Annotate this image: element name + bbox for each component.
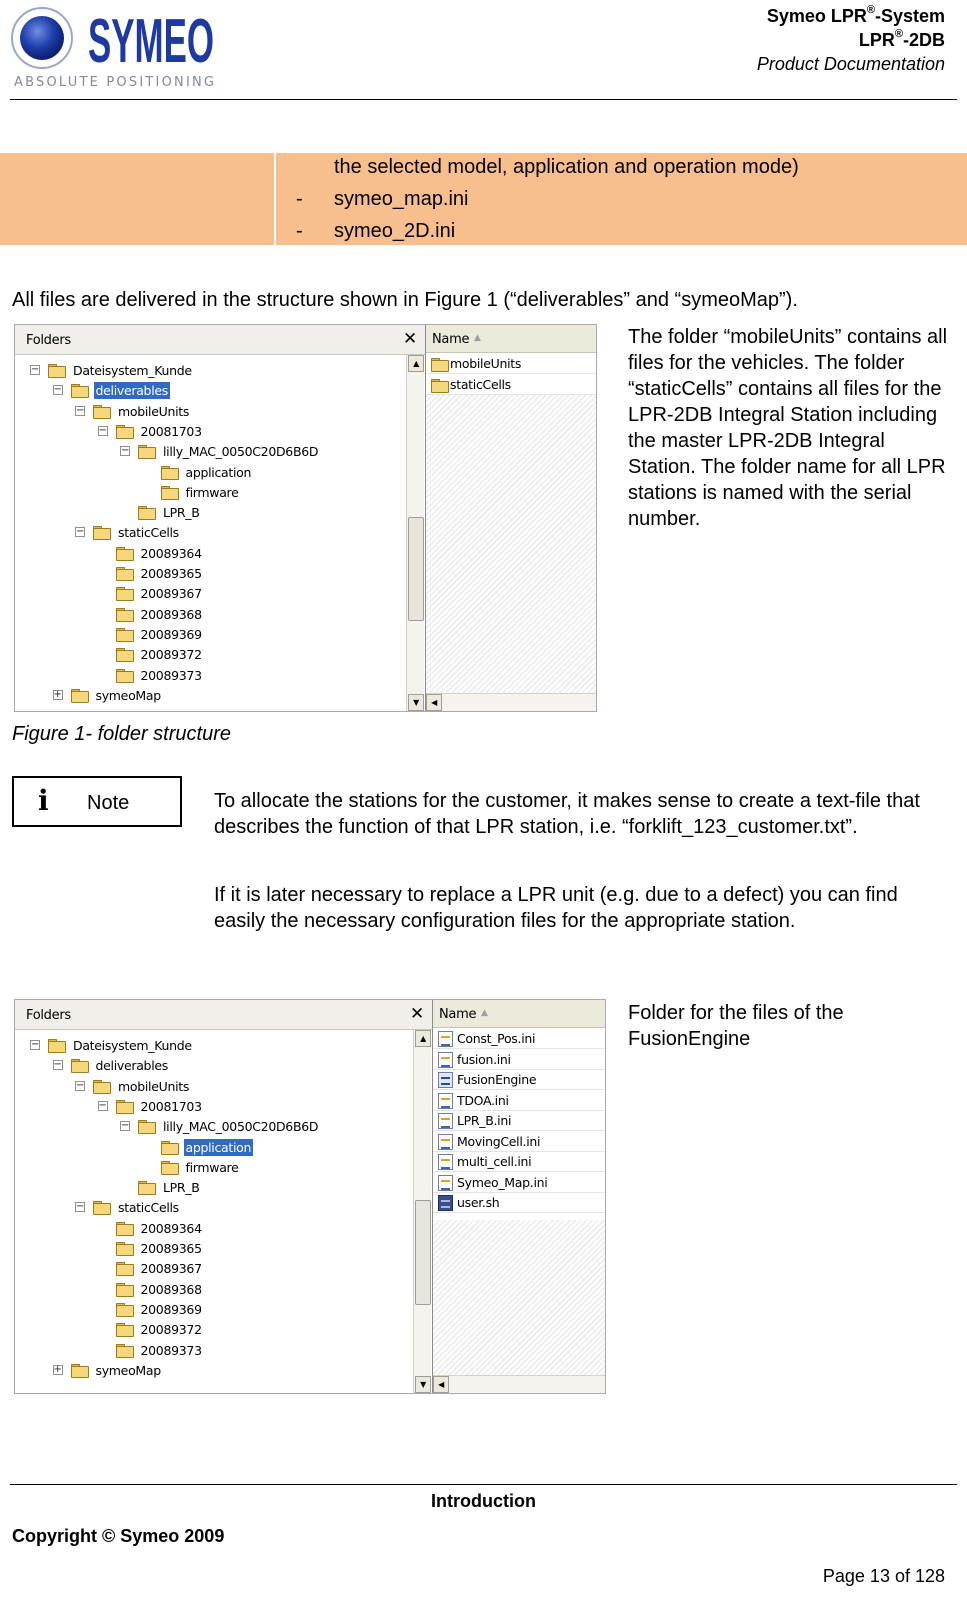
tree-item-label: 20089364 [140,1220,202,1236]
file-row[interactable] [433,1152,605,1172]
note-box [12,776,182,827]
scroll-thumb[interactable] [408,517,424,621]
config-table [0,153,967,245]
script-file-icon [438,1195,453,1211]
ini-file-icon [438,1031,453,1047]
tree-item-label: firmware [185,1159,239,1175]
folder-icon [71,1364,88,1376]
name-column-header[interactable] [426,325,596,353]
tree-item[interactable] [15,686,395,706]
note-label: Note [87,792,130,814]
folder-icon [48,364,65,376]
product-line2-suffix: -2DB [902,30,945,50]
folder-icon [138,1181,155,1193]
file-name: LPR_B.ini [457,1113,512,1128]
folder-icon [116,1283,133,1295]
ini-file-icon [438,1134,453,1150]
table-item: symeo_map.ini [334,188,469,210]
tree-item[interactable] [15,483,395,503]
folder-icon [93,1201,110,1213]
scroll-left-icon[interactable]: ◀ [433,1376,449,1393]
product-line2: LPR [858,30,895,50]
folder-icon [138,506,155,518]
folder-icon [116,608,133,620]
tree-item[interactable] [15,1158,395,1178]
file-name: staticCells [450,376,511,392]
folder-icon [93,1080,110,1092]
tree-item[interactable] [15,1300,395,1320]
doc-type: Product Documentation [756,54,945,74]
tree-item-label: firmware [185,484,239,500]
folder-icon [161,466,178,478]
tree-item-label: staticCells [118,1200,179,1216]
table-bullet: - [296,220,303,242]
folder-icon [71,1059,88,1071]
sort-ascending-icon: ▲ [474,333,481,343]
folder-icon [93,405,110,417]
tree-item-label: 20081703 [140,1098,202,1114]
svg-text:ABSOLUTE POSITIONING: ABSOLUTE POSITIONING [14,75,214,90]
tree-item-label: 20089372 [140,647,202,663]
vertical-scrollbar[interactable] [413,1030,431,1393]
collapse-icon[interactable]: − [76,1201,85,1213]
tree-item[interactable] [15,1097,395,1117]
files-pane [426,325,596,711]
tree-item[interactable] [15,1259,395,1279]
folders-title: Folders [26,333,71,348]
note-para1: To allocate the stations for the customer, it makes sense to create a text-file that describes the function of that LPR station, i.e. “forklift_123_customer.txt”. [214,790,920,838]
tree-item[interactable] [15,1361,395,1381]
expand-icon[interactable]: + [53,1363,62,1375]
folder-icon [161,486,178,498]
folder-icon [116,547,133,559]
tree-item-label: deliverables [95,1058,168,1074]
scroll-up-icon[interactable]: ▲ [415,1030,431,1047]
file-row[interactable] [433,1193,605,1213]
empty-area [426,395,596,693]
collapse-icon[interactable]: − [98,1099,107,1111]
tree-item[interactable] [15,422,395,442]
folder-icon [431,358,448,370]
files-pane [433,1000,605,1393]
file-name: MovingCell.ini [457,1133,541,1149]
tree-item[interactable] [15,1341,395,1361]
folder-icon [116,1323,133,1335]
tree-item[interactable] [15,361,395,381]
tree-item[interactable] [15,1239,395,1259]
registered-mark: ® [866,4,875,16]
tree-item-label: 20089369 [140,1301,202,1317]
name-header-label: Name [439,1007,477,1022]
ini-file-icon [438,1154,453,1170]
file-row[interactable] [433,1132,605,1152]
horizontal-scrollbar[interactable] [433,1375,605,1393]
tree-item-label: mobileUnits [118,1078,190,1094]
folder-icon [116,1242,133,1254]
figure1-caption: Figure 1- folder structure [12,723,231,745]
tree-item[interactable] [15,1178,395,1198]
explorer-screenshot-2 [14,999,606,1394]
svg-text:SYMEO: SYMEO [88,7,214,76]
file-name: user.sh [457,1195,500,1210]
collapse-icon[interactable]: − [76,526,85,538]
collapse-icon[interactable]: − [53,384,62,396]
application-file-icon [438,1072,453,1088]
tree-item-label: staticCells [118,525,179,541]
scroll-up-icon[interactable]: ▲ [408,355,424,372]
file-name: Const_Pos.ini [457,1031,536,1046]
table-divider [274,153,276,245]
tree-item-label: Dateisystem_Kunde [73,363,192,378]
note-para2: If it is later necessary to replace a LPR unit (e.g. due to a defect) you can find easily the necessary configuration files for the appropriate station. [214,884,898,932]
sort-ascending-icon: ▲ [481,1008,488,1018]
folder-icon [71,689,88,701]
folder-icon [116,669,133,681]
tree-item-label: lilly_MAC_0050C20D6B6D [163,1119,319,1135]
file-row[interactable] [433,1173,605,1193]
table-line1: the selected model, application and operation mode) [334,156,799,178]
folders-pane-title [15,1000,432,1030]
name-header-label: Name [432,332,470,347]
footer-page-number: Page 13 of 128 [822,1566,945,1586]
tree-item-label: application [185,1139,252,1155]
folders-pane [15,325,426,711]
tree-item[interactable] [15,503,395,523]
info-icon: i [38,784,49,817]
folder-icon [116,1303,133,1315]
close-icon[interactable]: ✕ [403,329,417,349]
tree-item-label: 20089368 [140,1281,202,1297]
tree-item-label: application [185,464,252,480]
tree-item[interactable] [15,666,395,686]
file-name: TDOA.ini [457,1092,509,1108]
folder-icon [71,384,88,396]
ini-file-icon [438,1175,453,1191]
tree-item-label: 20089365 [140,1241,202,1256]
tree-item[interactable] [15,564,395,584]
folders-pane-title [15,325,425,355]
file-name: FusionEngine [457,1072,537,1087]
tree-item[interactable] [15,544,395,564]
tree-item-label: symeoMap [95,1362,161,1378]
collapse-icon[interactable]: − [31,364,40,375]
folder-icon [161,1141,178,1153]
table-item: symeo_2D.ini [334,220,456,242]
tree-item-label: 20089367 [140,1261,202,1277]
file-name: Symeo_Map.ini [457,1174,548,1190]
tree-item[interactable] [15,1138,395,1158]
explorer-screenshot-1 [14,324,597,712]
tree-item[interactable] [15,584,395,604]
intro-text: All files are delivered in the structure shown in Figure 1 (“deliverables” and “symeoMap”). [12,289,798,311]
tree-item-label: 20089369 [140,626,202,642]
folders-title: Folders [26,1008,71,1023]
tree-item-label: deliverables [95,383,168,399]
folder-icon [161,1161,178,1173]
tree-item[interactable] [15,625,395,645]
collapse-icon[interactable]: − [76,1079,85,1091]
folder-icon [116,587,133,599]
collapse-icon[interactable]: − [121,1120,130,1132]
tree-item-label: 20089373 [140,667,202,683]
tree-item-label: Dateisystem_Kunde [73,1038,192,1053]
tree-item-label: 20081703 [140,423,202,439]
tree-item-label: 20089364 [140,545,202,561]
folder-icon [116,1262,133,1274]
header-product-info [757,4,945,76]
name-column-header[interactable] [433,1000,605,1028]
file-row[interactable] [433,1111,605,1131]
header-rule [10,99,957,100]
folder-icon [116,648,133,660]
expand-icon[interactable]: + [53,688,62,700]
collapse-icon[interactable]: − [31,1039,40,1050]
footer-copyright: Copyright © Symeo 2009 [12,1526,225,1546]
tree-item[interactable] [15,442,395,462]
vertical-scrollbar[interactable] [406,355,424,711]
scroll-left-icon[interactable]: ◀ [426,694,442,711]
file-name: fusion.ini [457,1051,511,1067]
figure2-side-text: Folder for the files of the FusionEngine [628,1002,844,1050]
folder-icon [116,425,133,437]
tree-item[interactable] [15,1219,395,1239]
folder-icon [431,379,448,391]
collapse-icon[interactable]: − [76,404,85,416]
tree-item[interactable] [15,1320,395,1340]
tree-item-label: 20089367 [140,586,202,602]
folder-icon [48,1039,65,1051]
file-row[interactable] [426,354,596,374]
folder-icon [93,526,110,538]
ini-file-icon [438,1052,453,1068]
tree-item-label: lilly_MAC_0050C20D6B6D [163,444,319,460]
table-bullet: - [296,188,303,210]
symeo-logo [12,6,222,92]
tree-item[interactable] [15,523,395,543]
tree-item-label: 20089373 [140,1342,202,1358]
tree-item-label: 20089368 [140,606,202,622]
file-row[interactable] [433,1029,605,1049]
tree-item[interactable] [15,605,395,625]
tree-item[interactable] [15,1117,395,1137]
file-row[interactable] [433,1091,605,1111]
horizontal-scrollbar[interactable] [426,693,596,711]
tree-item-label: 20089365 [140,566,202,581]
tree-item[interactable] [15,1036,395,1056]
tree-item[interactable] [15,1056,395,1076]
folder-icon [116,1344,133,1356]
registered-mark: ® [894,28,903,40]
empty-area [433,1220,605,1375]
file-row[interactable] [433,1070,605,1090]
ini-file-icon [438,1093,453,1109]
file-name: multi_cell.ini [457,1154,532,1169]
tree-item-label: symeoMap [95,687,161,703]
tree-item[interactable] [15,1280,395,1300]
folder-icon [116,1100,133,1112]
ini-file-icon [438,1113,453,1129]
scroll-down-icon[interactable]: ▼ [408,694,424,711]
product-line1: Symeo LPR [766,6,867,26]
folder-icon [116,628,133,640]
figure1-side-text: The folder “mobileUnits” contains all files for the vehicles. The folder “staticCells” contains all files for the LPR-2DB Integral Station including the master LPR-2DB Integral Station. The folder name for all LPR stations is named with the serial number. [628,326,948,530]
tree-item[interactable] [15,402,395,422]
tree-item-label: mobileUnits [118,403,190,419]
tree-item[interactable] [15,1198,395,1218]
tree-item[interactable] [15,463,395,483]
tree-item[interactable] [15,645,395,665]
folder-icon [116,567,133,579]
collapse-icon[interactable]: − [53,1059,62,1071]
folders-pane [15,1000,433,1393]
folder-icon [116,1222,133,1234]
scroll-down-icon[interactable]: ▼ [415,1376,431,1393]
tree-item-label: 20089372 [140,1322,202,1338]
folder-icon [138,445,155,457]
tree-item[interactable] [15,381,395,401]
product-line1-suffix: -System [874,6,945,26]
scroll-thumb[interactable] [415,1200,431,1305]
tree-item-label: LPR_B [163,505,200,521]
file-row[interactable] [426,375,596,395]
tree-item[interactable] [15,1077,395,1097]
collapse-icon[interactable]: − [98,424,107,436]
file-name: mobileUnits [450,356,522,371]
footer-section: Introduction [431,1491,536,1511]
footer-rule [10,1484,957,1485]
close-icon[interactable]: ✕ [410,1004,424,1024]
collapse-icon[interactable]: − [121,445,130,457]
folder-icon [138,1120,155,1132]
file-row[interactable] [433,1050,605,1070]
tree-item-label: LPR_B [163,1180,200,1196]
